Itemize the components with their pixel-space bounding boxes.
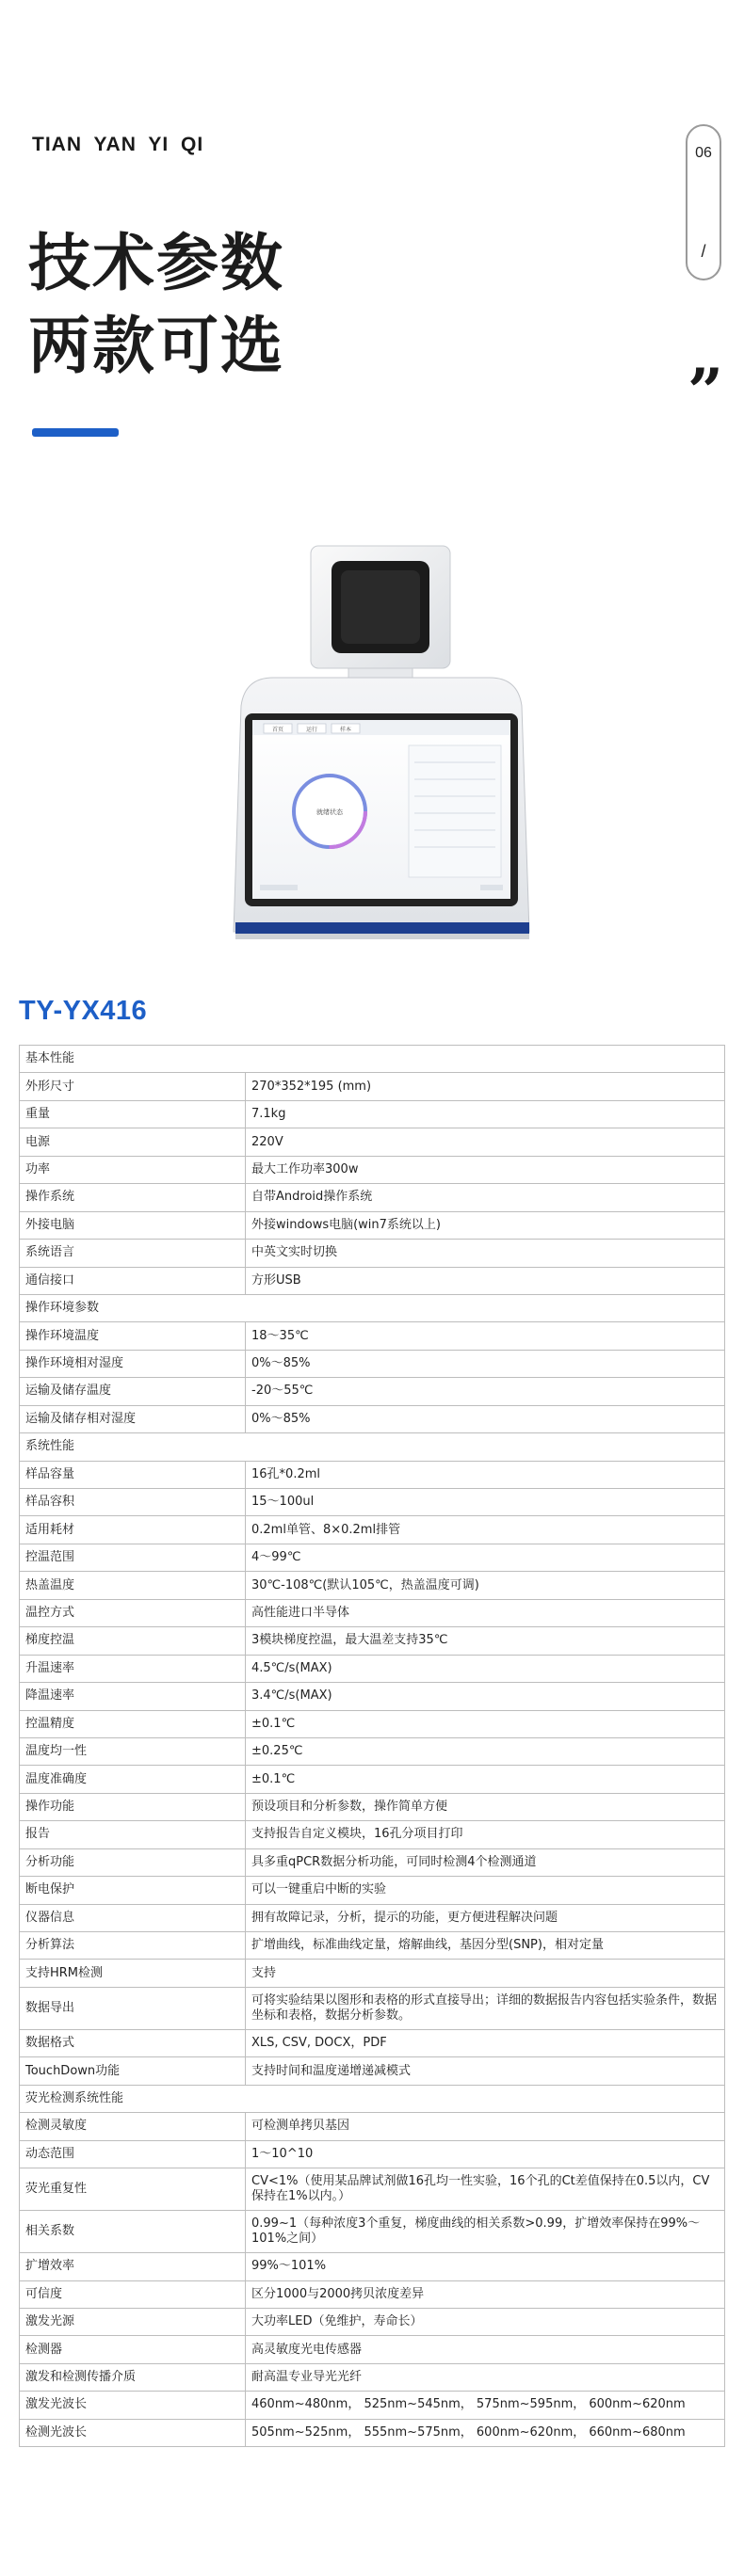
- spec-row: [20, 1073, 725, 1100]
- spec-row: [20, 2168, 725, 2211]
- spec-value: 270*352*195 (mm): [246, 1073, 725, 1100]
- spec-value: 1～10^10: [246, 2140, 725, 2168]
- spec-row: [20, 1599, 725, 1626]
- spec-row: [20, 1544, 725, 1571]
- spec-section-label: 操作环境参数: [20, 1294, 725, 1321]
- spec-value: 扩增曲线，标准曲线定量，熔解曲线，基因分型(SNP)，相对定量: [246, 1932, 725, 1960]
- spec-row: [20, 1627, 725, 1655]
- spec-label: 样品容量: [20, 1461, 246, 1488]
- spec-label: 检测器: [20, 2336, 246, 2363]
- spec-value: 0%～85%: [246, 1350, 725, 1377]
- spec-row: [20, 1960, 725, 1987]
- page-title: [28, 222, 284, 388]
- spec-label: TouchDown功能: [20, 2057, 246, 2085]
- spec-value: ±0.1℃: [246, 1710, 725, 1737]
- spec-value: 0.2ml单管、8×0.2ml排管: [246, 1516, 725, 1544]
- spec-row: [20, 2113, 725, 2140]
- page-indicator: [686, 124, 721, 280]
- spec-row: [20, 1932, 725, 1960]
- screen-tab-2: 运行: [305, 727, 318, 733]
- spec-label: 操作环境相对湿度: [20, 1350, 246, 1377]
- spec-label: 相关系数: [20, 2211, 246, 2253]
- spec-label: 断电保护: [20, 1877, 246, 1904]
- spec-row: [20, 2057, 725, 2085]
- spec-label: 操作功能: [20, 1793, 246, 1820]
- spec-row: [20, 1405, 725, 1432]
- screen-tab-1: 首页: [271, 727, 284, 733]
- spec-section-row: [20, 2085, 725, 2112]
- spec-row: [20, 2392, 725, 2419]
- spec-label: 荧光重复性: [20, 2168, 246, 2211]
- spec-row: [20, 1655, 725, 1682]
- spec-value: 中英文实时切换: [246, 1240, 725, 1267]
- spec-label: 动态范围: [20, 2140, 246, 2168]
- spec-label: 激发光波长: [20, 2392, 246, 2419]
- spec-label: 外形尺寸: [20, 1073, 246, 1100]
- spec-value: 可将实验结果以图形和表格的形式直接导出；详细的数据报告内容包括实验条件，数据坐标和表格，数据分析参数。: [246, 1987, 725, 2029]
- spec-value: -20～55℃: [246, 1378, 725, 1405]
- spec-row: [20, 1793, 725, 1820]
- title-line-2: 两款可选: [28, 310, 284, 382]
- spec-row: [20, 1683, 725, 1710]
- spec-label: 分析功能: [20, 1848, 246, 1876]
- spec-label: 控温精度: [20, 1710, 246, 1737]
- spec-row: [20, 1848, 725, 1876]
- spec-value: CV<1%（使用某品牌试剂做16孔均一性实验，16个孔的Ct差值保持在0.5以内，CV保持在1%以内。）: [246, 2168, 725, 2211]
- spec-table: [19, 1045, 725, 2447]
- spec-value: 可以一键重启中断的实验: [246, 1877, 725, 1904]
- model-title: TY-YX416: [19, 996, 148, 1026]
- spec-row: [20, 2253, 725, 2280]
- spec-value: 支持报告自定义模块，16孔分项目打印: [246, 1821, 725, 1848]
- spec-row: [20, 2280, 725, 2308]
- spec-value: 3模块梯度控温，最大温差支持35℃: [246, 1627, 725, 1655]
- spec-value: 0.99~1（每种浓度3个重复，梯度曲线的相关系数>0.99，扩增效率保持在99%～101%之间）: [246, 2211, 725, 2253]
- spec-row: [20, 1737, 725, 1765]
- spec-value: 30℃-108℃(默认105℃，热盖温度可调): [246, 1572, 725, 1599]
- spec-row: [20, 2029, 725, 2056]
- screen-ring-label: 就绪状态: [316, 808, 343, 816]
- spec-label: 扩增效率: [20, 2253, 246, 2280]
- spec-section-row: [20, 1294, 725, 1321]
- spec-section-row: [20, 1433, 725, 1461]
- spec-row: [20, 1211, 725, 1239]
- spec-value: 99%～101%: [246, 2253, 725, 2280]
- spec-row: [20, 1240, 725, 1267]
- spec-label: 仪器信息: [20, 1904, 246, 1931]
- spec-value: ±0.1℃: [246, 1766, 725, 1793]
- spec-label: 系统语言: [20, 1240, 246, 1267]
- spec-label: 分析算法: [20, 1932, 246, 1960]
- spec-value: 外接windows电脑(win7系统以上): [246, 1211, 725, 1239]
- spec-value: 505nm~525nm， 555nm~575nm， 600nm~620nm， 660nm~680nm: [246, 2419, 725, 2446]
- spec-section-row: [20, 1046, 725, 1073]
- title-line-1: 技术参数: [28, 227, 284, 299]
- spec-value: 18～35℃: [246, 1322, 725, 1350]
- brand-text: TIAN YAN YI QI: [32, 134, 204, 155]
- spec-row: [20, 1156, 725, 1183]
- spec-label: 热盖温度: [20, 1572, 246, 1599]
- spec-value: XLS, CSV, DOCX，PDF: [246, 2029, 725, 2056]
- spec-label: 降温速率: [20, 1683, 246, 1710]
- spec-value: 大功率LED（免维护，寿命长）: [246, 2308, 725, 2335]
- spec-row: [20, 1821, 725, 1848]
- spec-value: 4.5℃/s(MAX): [246, 1655, 725, 1682]
- spec-section-label: 系统性能: [20, 1433, 725, 1461]
- spec-label: 升温速率: [20, 1655, 246, 1682]
- spec-row: [20, 1128, 725, 1156]
- spec-value: 高性能进口半导体: [246, 1599, 725, 1626]
- spec-row: [20, 2211, 725, 2253]
- spec-value: 最大工作功率300w: [246, 1156, 725, 1183]
- spec-row: [20, 1350, 725, 1377]
- spec-row: [20, 2140, 725, 2168]
- spec-value: 具多重qPCR数据分析功能，可同时检测4个检测通道: [246, 1848, 725, 1876]
- spec-value: 3.4℃/s(MAX): [246, 1683, 725, 1710]
- spec-row: [20, 1184, 725, 1211]
- spec-value: 预设项目和分析参数，操作简单方便: [246, 1793, 725, 1820]
- spec-label: 外接电脑: [20, 1211, 246, 1239]
- spec-label: 电源: [20, 1128, 246, 1156]
- spec-section-label: 荧光检测系统性能: [20, 2085, 725, 2112]
- spec-value: 可检测单拷贝基因: [246, 2113, 725, 2140]
- spec-label: 报告: [20, 1821, 246, 1848]
- spec-row: [20, 1267, 725, 1294]
- spec-row: [20, 2363, 725, 2391]
- spec-value: 方形USB: [246, 1267, 725, 1294]
- spec-label: 温度均一性: [20, 1737, 246, 1765]
- spec-label: 运输及储存温度: [20, 1378, 246, 1405]
- spec-label: 检测灵敏度: [20, 2113, 246, 2140]
- spec-value: 4～99℃: [246, 1544, 725, 1571]
- spec-value: 高灵敏度光电传感器: [246, 2336, 725, 2363]
- spec-label: 数据导出: [20, 1987, 246, 2029]
- spec-label: 操作系统: [20, 1184, 246, 1211]
- spec-label: 适用耗材: [20, 1516, 246, 1544]
- spec-label: 梯度控温: [20, 1627, 246, 1655]
- spec-label: 检测光波长: [20, 2419, 246, 2446]
- spec-value: 0%～85%: [246, 1405, 725, 1432]
- spec-label: 可信度: [20, 2280, 246, 2308]
- spec-row: [20, 1489, 725, 1516]
- spec-row: [20, 2336, 725, 2363]
- spec-label: 激发和检测传播介质: [20, 2363, 246, 2391]
- spec-label: 数据格式: [20, 2029, 246, 2056]
- spec-row: [20, 1904, 725, 1931]
- spec-row: [20, 1322, 725, 1350]
- spec-value: 16孔*0.2ml: [246, 1461, 725, 1488]
- spec-value: 460nm~480nm， 525nm~545nm， 575nm~595nm， 600nm~620nm: [246, 2392, 725, 2419]
- spec-row: [20, 2308, 725, 2335]
- spec-value: 支持时间和温度递增递减模式: [246, 2057, 725, 2085]
- spec-value: 耐高温专业导光光纤: [246, 2363, 725, 2391]
- spec-row: [20, 2419, 725, 2446]
- spec-label: 激发光源: [20, 2308, 246, 2335]
- spec-row: [20, 1766, 725, 1793]
- spec-value: 7.1kg: [246, 1100, 725, 1128]
- qpcr-device-image: [207, 527, 556, 960]
- spec-row: [20, 1572, 725, 1599]
- spec-label: 温度准确度: [20, 1766, 246, 1793]
- spec-label: 重量: [20, 1100, 246, 1128]
- spec-value: 220V: [246, 1128, 725, 1156]
- accent-bar: [32, 428, 119, 437]
- spec-label: 温控方式: [20, 1599, 246, 1626]
- screen-tab-3: 样本: [339, 727, 352, 733]
- quote-mark-icon: ”: [687, 355, 723, 428]
- spec-row: [20, 1710, 725, 1737]
- spec-row: [20, 1100, 725, 1128]
- spec-label: 控温范围: [20, 1544, 246, 1571]
- spec-label: 功率: [20, 1156, 246, 1183]
- page-slash: /: [701, 242, 706, 261]
- spec-label: 通信接口: [20, 1267, 246, 1294]
- spec-row: [20, 1877, 725, 1904]
- spec-value: 支持: [246, 1960, 725, 1987]
- spec-row: [20, 1516, 725, 1544]
- spec-row: [20, 1378, 725, 1405]
- spec-value: 区分1000与2000拷贝浓度差异: [246, 2280, 725, 2308]
- spec-label: 运输及储存相对湿度: [20, 1405, 246, 1432]
- spec-row: [20, 1987, 725, 2029]
- spec-label: 样品容积: [20, 1489, 246, 1516]
- spec-value: ±0.25℃: [246, 1737, 725, 1765]
- spec-label: 操作环境温度: [20, 1322, 246, 1350]
- spec-row: [20, 1461, 725, 1488]
- spec-value: 自带Android操作系统: [246, 1184, 725, 1211]
- spec-value: 拥有故障记录，分析，提示的功能，更方便进程解决问题: [246, 1904, 725, 1931]
- page-number: 06: [695, 145, 712, 161]
- spec-label: 支持HRM检测: [20, 1960, 246, 1987]
- spec-value: 15～100ul: [246, 1489, 725, 1516]
- spec-section-label: 基本性能: [20, 1046, 725, 1073]
